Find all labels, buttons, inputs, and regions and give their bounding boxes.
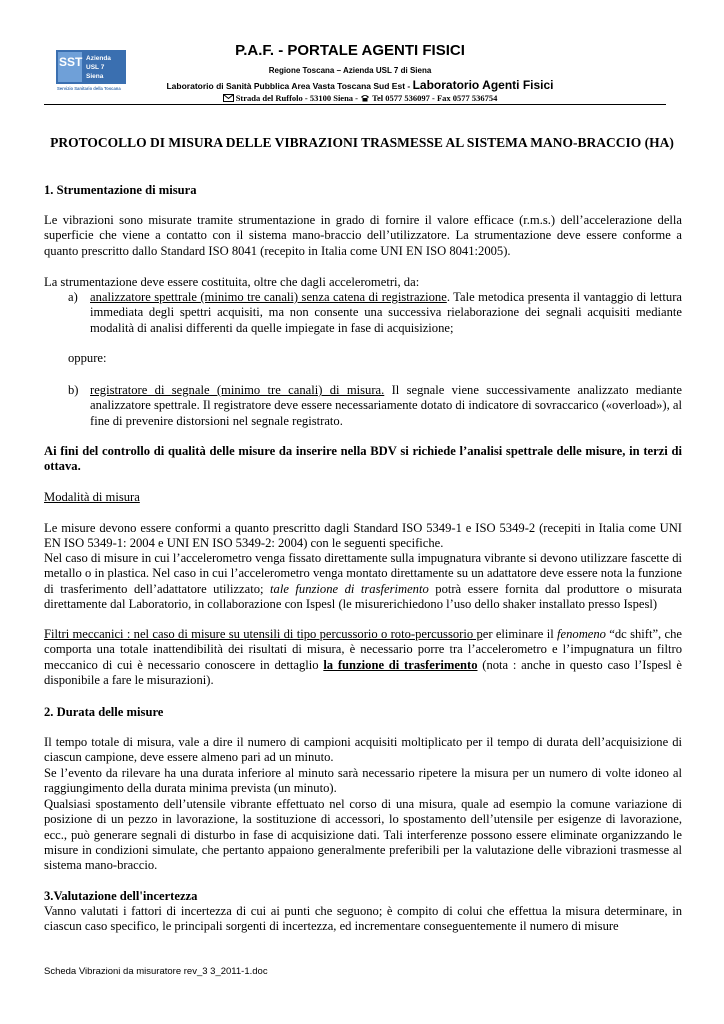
- oppure-text: oppure:: [68, 351, 107, 365]
- region-line: Regione Toscana – Azienda USL 7 di Siena: [268, 66, 432, 75]
- envelope-icon: [223, 94, 234, 102]
- modalita-p3-c: (nota : anche in questo caso l’Ispesl è disponibile a fare le misurazioni).: [44, 657, 682, 687]
- filtri-meccanici-underlined: Filtri meccanici : nel caso di misure su utensili di tipo percussorio o roto-percussorio p: [44, 627, 483, 641]
- logo-line2: USL 7: [86, 64, 105, 71]
- header-rule: [44, 104, 666, 105]
- portal-title: P.A.F. - PORTALE AGENTI FISICI: [235, 42, 465, 59]
- modalita-p2-start: Nel caso di misure in cui l’accelerometro venga fissato direttamente sulla impugnatura vibrante si devono utilizzare fascette di metallo o in plastica. Nel caso in cui l’accelerometro venga montato direttamente su un adattatore deve essere nota la funzione di trasferimento dell’adattatore utilizzato;: [44, 551, 682, 596]
- modalita-p3-a: er eliminare il: [482, 627, 558, 641]
- list-item-a-label: a): [68, 290, 78, 304]
- section2-paragraph2: Se l’evento da rilevare ha una durata inferiore al minuto sarà necessario ripetere la misura per un numero di volte idoneo al raggiungimento della durata minima prevista (un minuto).: [44, 766, 682, 796]
- logo-letters: SST: [59, 55, 83, 69]
- logo-subtitle: Servizio Sanitario della Toscana: [57, 86, 121, 91]
- address-text: Strada del Ruffolo - 53100 Siena -: [235, 93, 359, 103]
- section1-paragraph2: La strumentazione deve essere costituita, oltre che dagli accelerometri, da:: [44, 275, 420, 289]
- document-title: PROTOCOLLO DI MISURA DELLE VIBRAZIONI TRASMESSE AL SISTEMA MANO-BRACCIO (HA): [50, 135, 674, 150]
- quality-control-paragraph: Ai fini del controllo di qualità delle misure da inserire nella BDV si richiede l’analisi spettrale delle misure, in terzi di ottava.: [44, 444, 682, 474]
- section2-paragraph3: Qualsiasi spostamento dell’utensile vibrante effettuato nel corso di una misura, quale ad esempio la comune variazione di posizione di un pezzo in lavorazione, la sostituzione di accessori, lo spostamento dell’utensile per esigenze di lavorazione, ecc., può generare segnali di disturbo in fase di acquisizione dati. Tali interferenze possono essere eliminate organizzando le misure in condizioni simulate, che pertanto appaiono generalmente preferibili per la valutazione delle vibrazioni trasmesse al sistema mano-braccio.: [44, 797, 682, 873]
- logo-line3: Siena: [86, 73, 104, 80]
- logo-line1: Azienda: [86, 55, 111, 62]
- list-item-b: [68, 383, 682, 429]
- section3-paragraph1: Vanno valutati i fattori di incertezza di cui ai punti che seguono; è compito di colui che effettua la misura determinare, in ciascun caso specifico, le principali sorgenti di incertezza, ed incrementare conseguentemente il numero di misure: [44, 904, 682, 934]
- section1-heading: 1. Strumentazione di misura: [44, 183, 197, 197]
- item-a-text: . Tale metodica presenta il vantaggio di lettura immediata degli spettri acquisiti, ma non consente una successiva rielaborazione dei segnali acquisiti mediante modalità di analisi differenti da quelle impiegate in fase di acquisizione;: [90, 290, 682, 335]
- modalita-paragraph2: [44, 551, 682, 612]
- funzione-trasferimento-bold: la funzione di trasferimento: [323, 657, 478, 672]
- list-item-a: [68, 290, 682, 336]
- phone-text: Tel 0577 536097 - Fax 0577 536754: [372, 93, 498, 103]
- item-b-text: Il segnale viene successivamente analizzato mediante analizzatore spettrale. Il registratore deve essere necessariamente dotato di indicatore di sovraccarico («overload»), al fine di prevenire distorsioni nel segnale registrato.: [90, 383, 682, 428]
- section3-heading: 3.Valutazione dell'incertezza: [44, 889, 198, 903]
- section1-paragraph1: Le vibrazioni sono misurate tramite strumentazione in grado di fornire il valore efficace (r.m.s.) dell’accelerazione della superficie che viene a contatto con il sistema mano-braccio dell’utilizzatore. La strumentazione deve essere conforme a quanto prescritto dallo Standard ISO 8041 (recepito in Italia come UNI EN ISO 8041:2005).: [44, 213, 682, 258]
- modalita-paragraph3: [44, 627, 682, 688]
- item-b-underlined: registratore di segnale (minimo tre canali) di misura.: [90, 383, 385, 397]
- lab-small: Laboratorio di Sanità Pubblica Area Vasta Toscana Sud Est -: [166, 81, 411, 91]
- modalita-p2-italic: tale funzione di trasferimento: [270, 581, 429, 596]
- modalita-paragraph1: Le misure devono essere conformi a quanto prescritto dagli Standard ISO 5349-1 e ISO 5349-2 (recepiti in Italia come UNI EN ISO 5349-1: 2004 e UNI EN ISO 5349-2: 2004) con le seguenti specifiche.: [44, 521, 682, 551]
- modalita-heading: Modalità di misura: [44, 490, 140, 504]
- address-line: [130, 93, 590, 103]
- lab-line: [140, 78, 580, 92]
- section2-heading: 2. Durata delle misure: [44, 705, 164, 719]
- modalita-p3-italic: fenomeno: [557, 627, 606, 641]
- document-footer: Scheda Vibrazioni da misuratore rev_3 3_2011-1.doc: [44, 966, 268, 977]
- telephone-icon: [360, 94, 370, 102]
- asl-logo: [56, 50, 126, 92]
- lab-big: Laboratorio Agenti Fisici: [412, 78, 554, 92]
- section2-paragraph1: Il tempo totale di misura, vale a dire il numero di campioni acquisiti moltiplicato per il tempo di durata dell’acquisizione di ciascun campione, deve essere almeno pari ad un minuto.: [44, 735, 682, 765]
- modalita-p2-end: potrà essere fornita dal produttore o misurata direttamente dal Laboratorio, in collaborazione con Ispesl (le misurerichiedono l’uso dello shaker installato presso Ispesl): [44, 581, 682, 611]
- modalita-p3-b: “dc shift”, che comporta una totale inattendibilità dei risultati di misura, è necessario porre tra l’accelerometro e l’impugnatura un filtro meccanico di cui è necessario conoscere in dettaglio: [44, 627, 682, 672]
- list-item-b-label: b): [68, 383, 79, 397]
- item-a-underlined: analizzatore spettrale (minimo tre canali) senza catena di registrazione: [90, 290, 447, 304]
- sst-logo-icon: [56, 50, 126, 92]
